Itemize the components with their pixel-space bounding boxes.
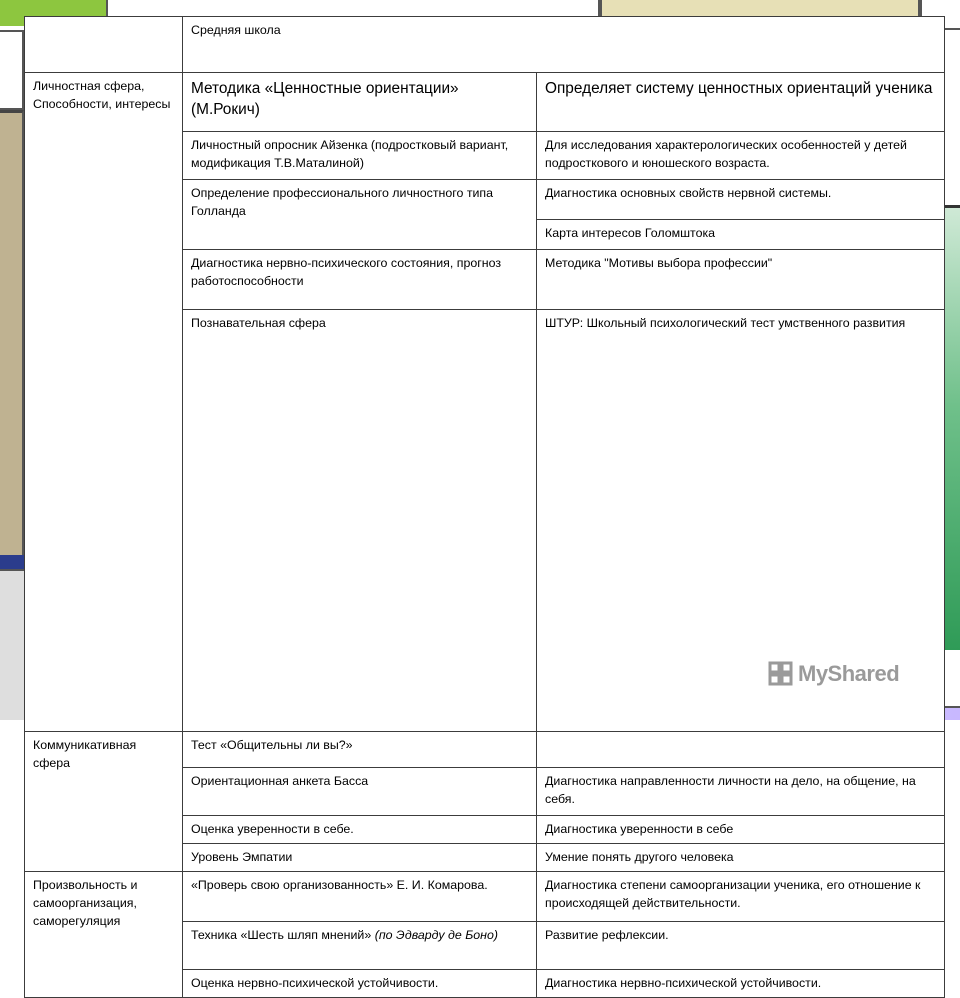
description-cell: Диагностика степени самоорганизации ученика, его отношение к происходящей действительности.: [537, 872, 945, 922]
description-cell: Методика "Мотивы выбора профессии": [537, 250, 945, 310]
table-row: [25, 73, 945, 132]
method-cell: ШТУР: Школьный психологический тест умственного развития: [537, 310, 945, 732]
table-header-row: [25, 17, 945, 73]
description-cell: Развитие рефлексии.: [537, 922, 945, 970]
description-cell: Диагностика основных свойств нервной системы.: [537, 180, 945, 220]
deco-block-left-blue: [0, 555, 24, 569]
method-cell: «Проверь свою организованность» Е. И. Комарова.: [183, 872, 537, 922]
description-cell: Диагностика нервно-психической устойчивости.: [537, 970, 945, 998]
method-cell: Диагностика нервно-психического состояния, прогноз работоспособности: [183, 250, 537, 310]
method-note: (по Эдварду де Боно): [374, 928, 498, 942]
deco-block-right-white: [944, 28, 960, 208]
category-cell: Личностная сфера, Способности, интересы: [25, 73, 183, 732]
deco-block-right-green: [944, 208, 960, 650]
method-cell: Ориентационная анкета Басса: [183, 768, 537, 816]
category-cell: Познавательная сфера: [183, 310, 537, 732]
description-cell: Диагностика направленности личности на дело, на общение, на себя.: [537, 768, 945, 816]
watermark-text: MyShared: [798, 661, 900, 686]
deco-block-left-top: [0, 30, 24, 110]
description-cell: Определяет систему ценностных ориентаций ученика: [537, 73, 945, 132]
method-cell: Личностный опросник Айзенка (подростковый вариант, модификация Т.В.Маталиной): [183, 132, 537, 180]
method-cell: Оценка нервно-психической устойчивости.: [183, 970, 537, 998]
description-cell: Диагностика уверенности в себе: [537, 816, 945, 844]
method-cell: Оценка уверенности в себе.: [183, 816, 537, 844]
table-row: [25, 732, 945, 768]
watermark-logo-icon: [768, 661, 794, 687]
category-cell: Коммуникативная сфера: [25, 732, 183, 872]
method-cell: Уровень Эмпатии: [183, 844, 537, 872]
diagnostics-table: [24, 16, 945, 998]
category-cell: Произвольность и самоорганизация, саморегуляция: [25, 872, 183, 998]
deco-block-left-tan: [0, 110, 24, 555]
method-cell: Определение профессионального личностного типа Голланда: [183, 180, 537, 250]
description-cell: Для исследования характерологических особенностей у детей подросткового и юношеского возраста.: [537, 132, 945, 180]
method-cell: [183, 922, 537, 970]
description-cell: [537, 732, 945, 768]
method-cell: Тест «Общительны ли вы?»: [183, 732, 537, 768]
table-title: Средняя школа: [183, 17, 945, 73]
table-row: [25, 872, 945, 922]
method-text: Техника «Шесть шляп мнений»: [191, 928, 372, 942]
description-cell: Умение понять другого человека: [537, 844, 945, 872]
watermark: [768, 660, 899, 688]
header-empty-cell: [25, 17, 183, 73]
method-cell: Методика «Ценностные ориентации» (М.Рокич): [183, 73, 537, 132]
description-cell: Карта интересов Голомштока: [537, 220, 945, 250]
